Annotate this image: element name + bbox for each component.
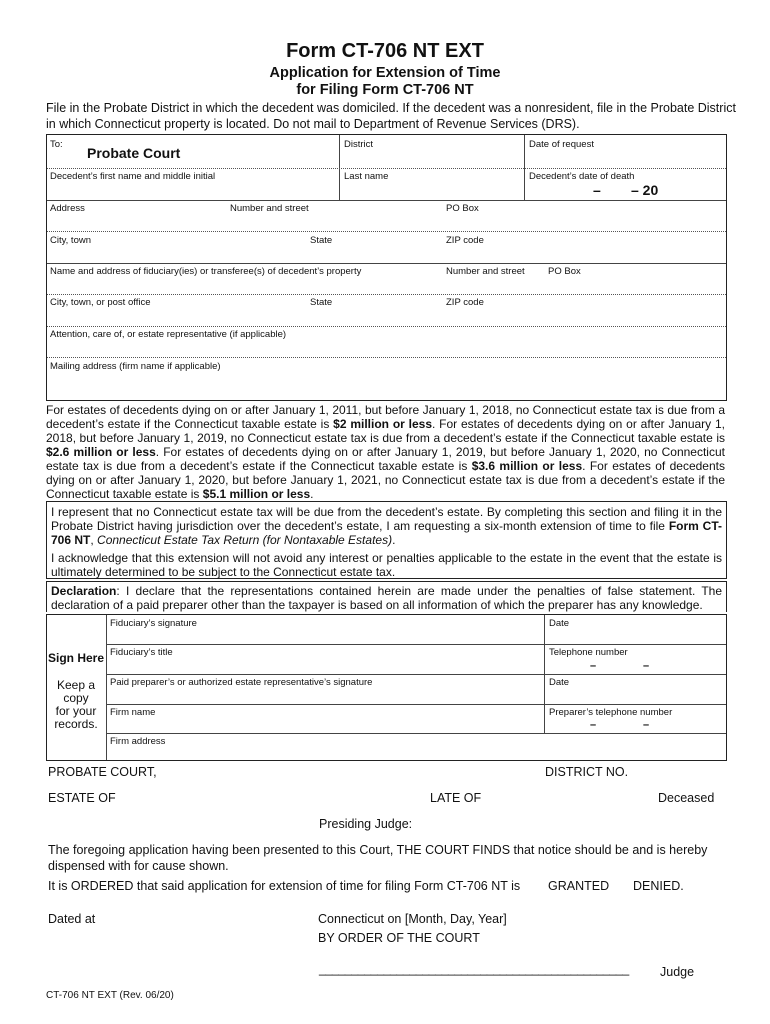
- phone-dash-1: –: [590, 660, 597, 672]
- form-title: Form CT-706 NT EXT: [286, 40, 484, 62]
- fiduciary-street-field[interactable]: Number and street: [446, 266, 525, 277]
- denied-option[interactable]: DENIED.: [633, 879, 684, 893]
- district-no-label: DISTRICT NO.: [545, 765, 629, 779]
- zip-field[interactable]: ZIP code: [446, 235, 484, 246]
- representation-text: I represent that no Connecticut estate tax will be due from the decedent’s estate. By completing this section and filing it in the Probate District having jurisdiction over the decedent’s estate, I am requesting a six-month extension of time to file Form CT-706 NT, Connecticut Estate Tax Return (for Nontaxable Estates).: [51, 505, 722, 547]
- court-finding-text: The foregoing application having been presented to this Court, THE COURT FINDS that notice should be and is hereby dispensed with for cause shown.: [48, 843, 708, 873]
- phone-dash-2: –: [643, 660, 650, 672]
- by-order-label: BY ORDER OF THE COURT: [318, 931, 480, 945]
- city-town-field[interactable]: City, town: [50, 235, 92, 246]
- declaration-text: Declaration: I declare that the representations contained herein are made under the penalties of false statement. The declaration of a paid preparer other than the taxpayer is based on all information of which the preparer has any knowledge.: [51, 584, 722, 612]
- judge-label: Judge: [660, 965, 695, 979]
- first-name-field[interactable]: Decedent’s first name and middle initial: [50, 171, 216, 182]
- intro-text: File in the Probate District in which the decedent was domiciled. If the decedent was a nonresident, file in the Probate District in which Connecticut property is located. Do not mail to Department of Revenue Services (DRS).: [46, 101, 736, 131]
- state-field[interactable]: State: [310, 235, 333, 246]
- fiduciary-title-field[interactable]: Fiduciary’s title: [110, 647, 173, 658]
- judge-signature-line[interactable]: ________________________________________________: [319, 962, 629, 976]
- mailing-address-field[interactable]: Mailing address (firm name if applicable): [50, 361, 221, 372]
- keep-copy-note: Keep a copy for your records.: [54, 678, 98, 731]
- granted-option[interactable]: GRANTED: [548, 879, 610, 893]
- date-year: – 20: [631, 182, 659, 198]
- to-label: To:: [50, 139, 63, 150]
- connecticut-date-label: Connecticut on [Month, Day, Year]: [318, 912, 507, 926]
- date-of-request-field[interactable]: Date of request: [529, 139, 594, 150]
- telephone-field[interactable]: Telephone number: [549, 647, 628, 658]
- form-subtitle: Application for Extension of Time: [269, 65, 501, 81]
- late-of-label: LATE OF: [430, 791, 482, 805]
- form-subtitle-2: for Filing Form CT-706 NT: [296, 82, 474, 98]
- fiduciary-name-field[interactable]: Name and address of fiduciary(ies) or transferee(s) of decedent’s property: [50, 266, 362, 277]
- dated-at-label: Dated at: [48, 912, 96, 926]
- form-revision-footer: CT-706 NT EXT (Rev. 06/20): [46, 990, 174, 1001]
- presiding-judge-label: Presiding Judge:: [319, 817, 413, 831]
- fiduciary-zip-field[interactable]: ZIP code: [446, 297, 484, 308]
- probate-court-label: Probate Court: [87, 145, 181, 161]
- date-of-death-field[interactable]: Decedent’s date of death: [529, 171, 635, 182]
- address-label: Address: [50, 203, 85, 214]
- po-box-field[interactable]: PO Box: [446, 203, 479, 214]
- prep-phone-dash-1: –: [590, 719, 597, 731]
- preparer-signature-field[interactable]: Paid preparer’s or authorized estate representative’s signature: [110, 677, 373, 688]
- deceased-label: Deceased: [658, 791, 715, 805]
- estate-of-label: ESTATE OF: [48, 791, 116, 805]
- firm-name-field[interactable]: Firm name: [110, 707, 156, 718]
- firm-address-field[interactable]: Firm address: [110, 736, 166, 747]
- date-dash: –: [593, 182, 601, 198]
- fiduciary-state-field[interactable]: State: [310, 297, 333, 308]
- court-order-text: It is ORDERED that said application for extension of time for filing Form CT-706 NT is: [48, 879, 521, 893]
- representation-box: [46, 501, 727, 579]
- fiduciary-po-box-field[interactable]: PO Box: [548, 266, 581, 277]
- decedent-info-box: [46, 134, 727, 401]
- city-post-field[interactable]: City, town, or post office: [50, 297, 151, 308]
- signature-date-field[interactable]: Date: [549, 618, 570, 629]
- district-field[interactable]: District: [344, 139, 374, 150]
- prep-phone-dash-2: –: [643, 719, 650, 731]
- last-name-field[interactable]: Last name: [344, 171, 389, 182]
- fiduciary-signature-field[interactable]: Fiduciary’s signature: [110, 618, 197, 629]
- acknowledgement-text: I acknowledge that this extension will not avoid any interest or penalties applicable to the estate in the event that the estate is ultimately determined to be subject to the Connecticut estate tax.: [51, 551, 722, 579]
- preparer-telephone-field[interactable]: Preparer’s telephone number: [549, 707, 673, 718]
- preparer-date-field[interactable]: Date: [549, 677, 570, 688]
- declaration-box: [46, 581, 727, 612]
- signature-section: [46, 614, 727, 761]
- tax-threshold-info: For estates of decedents dying on or after January 1, 2011, but before January 1, 2018, no Connecticut estate tax is due from a decedent’s estate if the Connecticut taxable estate is $2 million or less. For estates of decedents dying on or after January 1, 2018, but before January 1, 2019, no Connecticut estate tax is due from a decedent’s estate if the Connecticut taxable estate is $2.6 million or less. For estates of decedents dying on or after January 1, 2019, but before January 1, 2020, no Connecticut estate tax is due from a decedent’s estate if the Connecticut taxable estate is $3.6 million or less. For estates of decedents dying on or after January 1, 2020, but before January 1, 2021, no Connecticut estate tax is due from a decedent’s estate if the Connecticut taxable estate is $5.1 million or less.: [46, 403, 726, 501]
- sign-here-label: Sign Here: [47, 651, 104, 665]
- number-street-field[interactable]: Number and street: [230, 203, 309, 214]
- probate-court-label-2: PROBATE COURT,: [48, 765, 157, 779]
- attention-field[interactable]: Attention, care of, or estate representative (if applicable): [50, 329, 287, 340]
